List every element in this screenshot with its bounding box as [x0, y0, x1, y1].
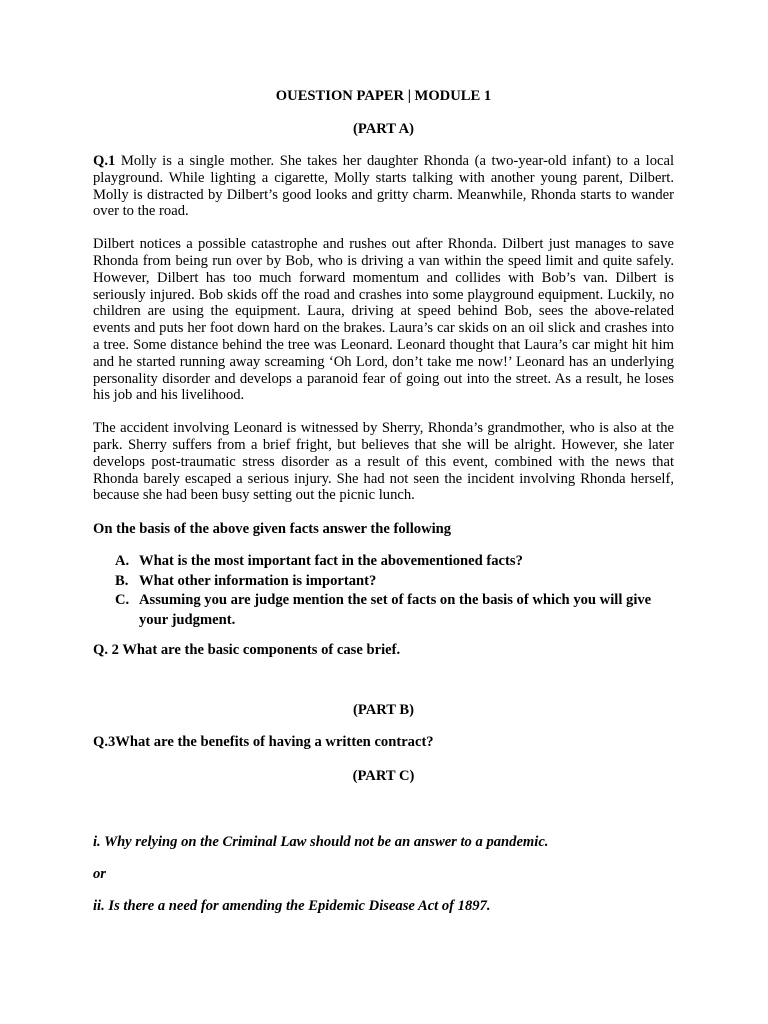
part-b-heading: (PART B) — [353, 702, 414, 719]
q1-paragraph-1-text: Molly is a single mother. She takes her daughter Rhonda (a two-year-old infant) to a local playground. While lighting a cigarette, Molly starts talking with another young parent, Dilbert. Molly is distracted by Dilbert’s good looks and gritty charm. Meanwhile, Rhonda starts to wander over to the road. — [93, 153, 674, 220]
subquestion-a — [93, 552, 674, 572]
subquestion-text: What other information is important? — [139, 572, 377, 589]
q1-label: Q.1 — [93, 153, 116, 169]
subquestion-b — [93, 572, 674, 592]
part-c-heading: (PART C) — [352, 768, 415, 785]
subquestion-c — [93, 591, 674, 630]
part-c-or: or — [93, 866, 106, 883]
part-c-option-2: ii. Is there a need for amending the Epidemic Disease Act of 1897. — [93, 898, 491, 915]
part-a-heading: (PART A) — [353, 121, 414, 137]
subquestion-text: What is the most important fact in the abovementioned facts? — [139, 553, 523, 570]
q1-paragraph-1 — [93, 153, 674, 220]
subquestion-marker: B. — [115, 572, 129, 589]
subquestion-marker: C. — [115, 592, 130, 609]
q1-paragraph-3: The accident involving Leonard is witnessed by Sherry, Rhonda’s grandmother, who is also at the park. Sherry suffers from a brief fright, but believes that she will be alright. However, she later develops post-traumatic stress disorder as a result of this event, combined with the news that Rhonda barely escaped a serious injury. She had not seen the incident involving Rhonda herself, because she had been busy setting out the picnic lunch. — [93, 420, 674, 504]
q1-paragraph-2: Dilbert notices a possible catastrophe and rushes out after Rhonda. Dilbert just manages to save Rhonda from being run over by Bob, who is driving a van within the speed limit and quite safely. However, Dilbert has too much forward momentum and collides with Bob’s van. Dilbert is seriously injured. Bob skids off the road and crashes into some playground equipment. Luckily, no children are using the equipment. Laura, driving at speed behind Bob, sees the above-related events and puts her foot down hard on the brakes. Laura’s car skids on an oil slick and crashes into a tree. Some distance behind the tree was Leonard. Leonard thought that Laura’s car might hit him and he started running away screaming ‘Oh Lord, don’t take me now!’ Leonard has an underlying personality disorder and develops a paranoid fear of going out into the street. As a result, he loses his job and his livelihood. — [93, 236, 674, 404]
q1-instruction: On the basis of the above given facts answer the following — [93, 521, 452, 538]
subquestion-text: Assuming you are judge mention the set of facts on the basis of which you will give your judgment. — [139, 592, 652, 628]
subquestion-marker: A. — [115, 553, 130, 570]
q1-subquestion-list — [93, 552, 674, 630]
paper-title: OUESTION PAPER | MODULE 1 — [275, 88, 492, 104]
question-paper — [93, 86, 674, 916]
part-c-option-1: i. Why relying on the Criminal Law should not be an answer to a pandemic. — [93, 834, 549, 851]
q3-question: Q.3What are the benefits of having a written contract? — [93, 734, 434, 751]
q2-question: Q. 2 What are the basic components of case brief. — [93, 642, 401, 659]
